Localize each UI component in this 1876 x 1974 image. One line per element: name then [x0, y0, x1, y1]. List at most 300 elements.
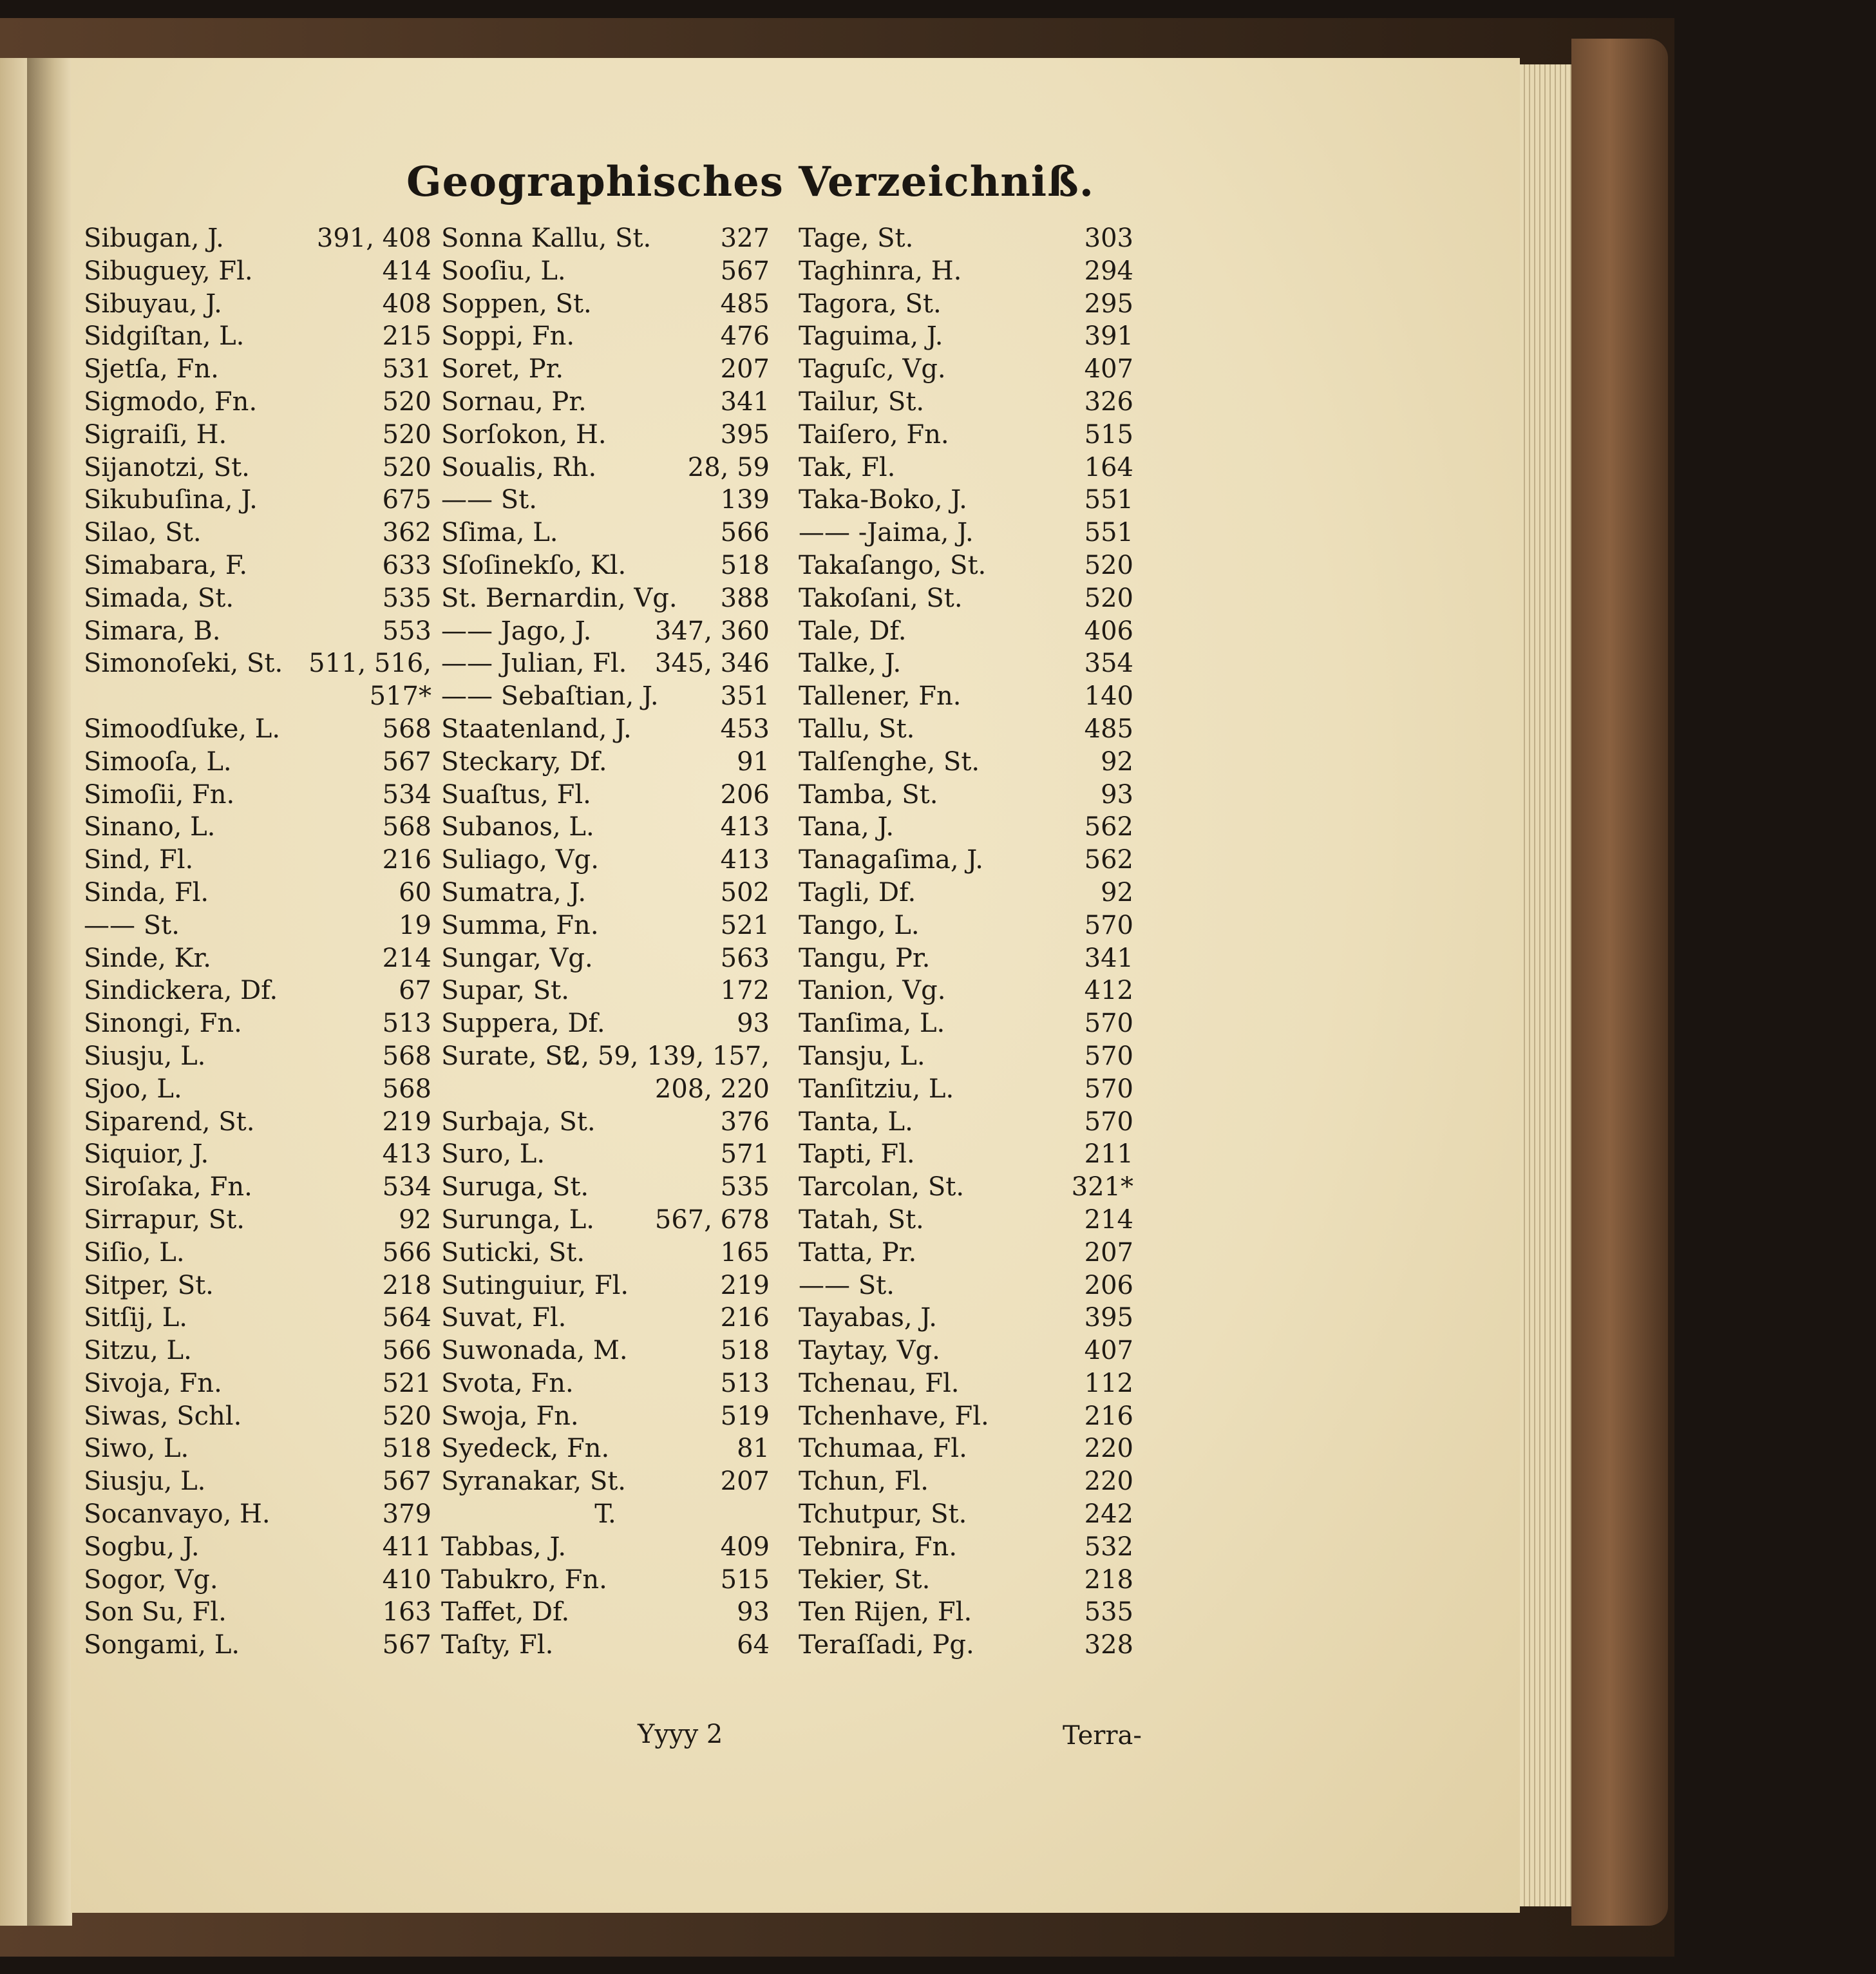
previous-page-edge [0, 58, 27, 1926]
entry-pages: 513 [382, 1009, 431, 1039]
entry-pages: 112 [1084, 1368, 1133, 1398]
entry-term: Sooſiu, L. [441, 256, 566, 286]
entry-pages: 515 [720, 1564, 770, 1595]
entry-pages: 567, 678 [654, 1204, 770, 1235]
entry-term: Sigraiſi, H. [84, 419, 227, 450]
entry-term: —— Jago, J. [441, 616, 592, 646]
index-entry [84, 288, 431, 321]
entry-term: Sinongi, Fn. [84, 1009, 242, 1039]
entry-term: Simara, B. [84, 616, 221, 646]
entry-pages: 406 [1084, 616, 1133, 646]
index-entry [84, 1596, 431, 1629]
entry-term: Soppen, St. [441, 289, 592, 319]
entry-term: Sindickera, Df. [84, 976, 278, 1006]
entry-pages: 341 [720, 386, 770, 417]
entry-pages: 521 [720, 910, 770, 940]
entry-pages: 519 [720, 1401, 770, 1431]
entry-pages: 60 [399, 877, 431, 907]
entry-pages: 206 [720, 779, 770, 810]
index-entry [84, 713, 431, 746]
entry-pages: 345, 346 [654, 649, 770, 679]
entry-pages: 327 [720, 223, 770, 253]
entry-term: Tamba, St. [799, 779, 938, 810]
index-entry [799, 255, 1133, 288]
entry-pages: 535 [382, 583, 431, 613]
entry-term: Staatenland, J. [441, 714, 632, 744]
entry-term: Tansju, L. [799, 1041, 925, 1071]
entry-pages: 566 [720, 518, 770, 548]
entry-pages: 407 [1084, 354, 1133, 384]
index-entry [441, 1334, 770, 1367]
signature-mark: Yyyy 2 [638, 1720, 723, 1749]
entry-pages: 216 [382, 845, 431, 875]
entry-term: Syranakar, St. [441, 1466, 627, 1497]
index-entry [84, 582, 431, 615]
index-entry [84, 222, 431, 255]
index-entry [799, 746, 1133, 779]
entry-term: Sinano, L. [84, 812, 216, 842]
entry-pages: 571 [720, 1139, 770, 1170]
entry-pages: 67 [399, 976, 431, 1006]
index-entry [84, 1040, 431, 1073]
index-entry [799, 1465, 1133, 1498]
entry-term: Sorſokon, H. [441, 419, 607, 450]
entry-pages: 295 [1084, 289, 1133, 319]
index-column-3 [799, 222, 1133, 1662]
index-entry [84, 974, 431, 1007]
index-entry [441, 517, 770, 549]
entry-term: Tekier, St. [799, 1564, 931, 1595]
entry-term: Surunga, L. [441, 1204, 594, 1235]
entry-pages: 294 [1084, 256, 1133, 286]
entry-term: Taguima, J. [799, 321, 943, 352]
index-entry [84, 1106, 431, 1139]
index-entry [799, 320, 1133, 353]
entry-term: Sumatra, J. [441, 877, 587, 907]
entry-pages: 388 [720, 583, 770, 613]
entry-term: Tale, Df. [799, 616, 907, 646]
index-entry [799, 942, 1133, 975]
index-entry [799, 419, 1133, 451]
index-entry [799, 1564, 1133, 1597]
entry-pages: 518 [720, 550, 770, 580]
index-entry [84, 909, 431, 942]
index-entry [799, 1629, 1133, 1662]
index-entry [799, 779, 1133, 811]
entry-term: Taffet, Df. [441, 1597, 570, 1628]
entry-term: Tanagaſima, J. [799, 845, 983, 875]
entry-pages: 321* [1071, 1172, 1133, 1202]
index-entry [441, 222, 770, 255]
entry-term: Siparend, St. [84, 1106, 255, 1137]
entry-term: Tabbas, J. [441, 1532, 567, 1562]
entry-term: Soppi, Fn. [441, 321, 575, 352]
entry-pages: 92 [1101, 877, 1133, 907]
entry-term: Sitper, St. [84, 1270, 214, 1300]
index-entry [441, 1531, 770, 1564]
entry-pages: 214 [382, 943, 431, 973]
index-entry [441, 255, 770, 288]
index-entry [799, 1007, 1133, 1040]
entry-pages: 410 [382, 1564, 431, 1595]
index-entry [441, 942, 770, 975]
entry-pages: 411 [382, 1532, 431, 1562]
index-entry [441, 1237, 770, 1269]
index-entry [799, 680, 1133, 713]
entry-pages: 520 [382, 1401, 431, 1431]
entry-term: Takaſango, St. [799, 550, 987, 580]
entry-pages: 413 [720, 812, 770, 842]
entry-pages: 219 [382, 1106, 431, 1137]
index-entry [799, 615, 1133, 648]
index-entry [441, 1400, 770, 1433]
entry-term: Suwonada, M. [441, 1336, 628, 1366]
entry-term: Siusju, L. [84, 1041, 206, 1071]
index-entry [441, 1629, 770, 1662]
entry-pages: 395 [1084, 1303, 1133, 1333]
entry-term: Tanta, L. [799, 1106, 913, 1137]
index-entry [799, 1269, 1133, 1302]
index-entry [84, 1138, 431, 1171]
entry-term: Surbaja, St. [441, 1106, 596, 1137]
index-entry [441, 353, 770, 386]
entry-term: Sinde, Kr. [84, 943, 211, 973]
entry-pages: 351 [720, 681, 770, 712]
entry-pages: 341 [1084, 943, 1133, 973]
entry-pages: 172 [720, 976, 770, 1006]
index-entry [799, 811, 1133, 844]
entry-term: Tchutpur, St. [799, 1499, 967, 1530]
index-entry [84, 549, 431, 582]
index-entry [84, 779, 431, 811]
entry-pages: 2, 59, 139, 157, [564, 1041, 770, 1071]
entry-pages: 520 [1084, 583, 1133, 613]
index-entry [84, 1007, 431, 1040]
index-entry [799, 1171, 1133, 1204]
entry-term: Suruga, St. [441, 1172, 589, 1202]
entry-pages: 219 [720, 1270, 770, 1300]
index-entry [799, 288, 1133, 321]
entry-term: Ten Rijen, Fl. [799, 1597, 972, 1628]
index-entry [799, 1432, 1133, 1465]
entry-term: Tabukro, Fn. [441, 1564, 607, 1595]
entry-term: Tchenau, Fl. [799, 1368, 960, 1398]
entry-pages: 675 [382, 485, 431, 515]
index-entry [441, 1138, 770, 1171]
entry-pages: 566 [382, 1336, 431, 1366]
index-entry [799, 713, 1133, 746]
index-entry [799, 1237, 1133, 1269]
entry-term: Silao, St. [84, 518, 202, 548]
entry-pages: 379 [382, 1499, 431, 1530]
entry-term: Simada, St. [84, 583, 234, 613]
entry-term: St. Bernardin, Vg. [441, 583, 677, 613]
entry-pages: 551 [1084, 518, 1133, 548]
entry-term: Tapti, Fl. [799, 1139, 915, 1170]
entry-term: Sornau, Pr. [441, 386, 587, 417]
entry-pages: 570 [1084, 910, 1133, 940]
entry-pages: 520 [382, 452, 431, 482]
index-entry [441, 1007, 770, 1040]
entry-pages: 92 [399, 1204, 431, 1235]
entry-term: Simonoſeki, St. [84, 649, 283, 679]
index-entry [799, 1596, 1133, 1629]
entry-pages: 93 [1101, 779, 1133, 810]
entry-pages: 570 [1084, 1074, 1133, 1104]
entry-term: Syedeck, Fn. [441, 1434, 610, 1464]
entry-term: Swoja, Fn. [441, 1401, 579, 1431]
entry-term: Sjoo, L. [84, 1074, 182, 1104]
entry-term: Sutinguiur, Fl. [441, 1270, 629, 1300]
index-entry [799, 549, 1133, 582]
index-entry [84, 419, 431, 451]
index-entry [441, 1204, 770, 1237]
entry-term: Sibuyau, J. [84, 289, 222, 319]
index-entry [441, 288, 770, 321]
index-entry [799, 517, 1133, 549]
entry-term: —— Sebaſtian, J. [441, 681, 659, 712]
index-entry [799, 647, 1133, 680]
entry-term: Siroſaka, Fn. [84, 1172, 252, 1202]
index-entry [441, 811, 770, 844]
entry-term: Tanſima, L. [799, 1009, 945, 1039]
entry-term: Tchun, Fl. [799, 1466, 929, 1497]
entry-term: Takoſani, St. [799, 583, 963, 613]
entry-pages: 163 [382, 1597, 431, 1628]
entry-term: Soualis, Rh. [441, 452, 597, 482]
index-entry [441, 746, 770, 779]
index-entry [84, 680, 431, 713]
index-entry [799, 1073, 1133, 1106]
index-entry [441, 419, 770, 451]
entry-pages: 216 [720, 1303, 770, 1333]
entry-term: Tailur, St. [799, 386, 925, 417]
index-entry [84, 1432, 431, 1465]
entry-term: Teraſſadi, Pg. [799, 1630, 974, 1660]
index-entry [441, 1432, 770, 1465]
entry-term: Tayabas, J. [799, 1303, 937, 1333]
entry-pages: 216 [1084, 1401, 1133, 1431]
entry-term: Sungar, Vg. [441, 943, 593, 973]
entry-term: Tana, J. [799, 812, 895, 842]
entry-pages: 220 [1084, 1434, 1133, 1464]
entry-term: Talſenghe, St. [799, 746, 980, 777]
entry-term: Siusju, L. [84, 1466, 206, 1497]
section-heading [441, 1498, 770, 1531]
index-entry [441, 386, 770, 419]
entry-pages: 81 [737, 1434, 770, 1464]
entry-pages: 28, 59 [687, 452, 770, 482]
entry-pages: 567 [382, 1466, 431, 1497]
entry-pages: 633 [382, 550, 431, 580]
entry-term: Suticki, St. [441, 1237, 585, 1267]
index-entry [799, 582, 1133, 615]
entry-term: Tchumaa, Fl. [799, 1434, 967, 1464]
entry-term: Tallu, St. [799, 714, 915, 744]
entry-pages: 551 [1084, 485, 1133, 515]
entry-pages: 407 [1084, 1336, 1133, 1366]
index-entry [84, 1367, 431, 1400]
entry-pages: 518 [720, 1336, 770, 1366]
entry-pages: 568 [382, 1041, 431, 1071]
entry-pages: 518 [382, 1434, 431, 1464]
entry-pages: 64 [737, 1630, 770, 1660]
entry-term: Suppera, Df. [441, 1009, 605, 1039]
entry-term: Soret, Pr. [441, 354, 564, 384]
index-entry [799, 1531, 1133, 1564]
index-entry [441, 1596, 770, 1629]
entry-pages: 413 [720, 845, 770, 875]
entry-term: Sind, Fl. [84, 845, 194, 875]
entry-pages: 534 [382, 1172, 431, 1202]
index-entry [441, 582, 770, 615]
entry-term: Tallener, Fn. [799, 681, 962, 712]
entry-term: Sſoſinekſo, Kl. [441, 550, 627, 580]
entry-term: Sitzu, L. [84, 1336, 192, 1366]
entry-term: Sidgiſtan, L. [84, 321, 245, 352]
index-entry [799, 1040, 1133, 1073]
index-entry [84, 1073, 431, 1106]
entry-pages: 211 [1084, 1139, 1133, 1170]
index-entry [441, 713, 770, 746]
entry-pages: 535 [1084, 1597, 1133, 1628]
entry-term: Simooſa, L. [84, 746, 232, 777]
index-entry [84, 1302, 431, 1334]
book-page [71, 58, 1520, 1913]
index-entry [441, 1302, 770, 1334]
entry-pages: 207 [720, 354, 770, 384]
index-entry [441, 1269, 770, 1302]
entry-term: Siquior, J. [84, 1139, 209, 1170]
entry-term: Taghinra, H. [799, 256, 962, 286]
index-entry [84, 1629, 431, 1662]
catchword: Terra- [1063, 1721, 1142, 1751]
entry-pages: 91 [737, 746, 770, 777]
index-entry [799, 844, 1133, 877]
entry-term: Sigmodo, Fn. [84, 386, 258, 417]
entry-term: Siwas, Schl. [84, 1401, 242, 1431]
index-entry [799, 1138, 1133, 1171]
entry-term: Tango, L. [799, 910, 920, 940]
index-entry [84, 484, 431, 517]
index-entry [799, 484, 1133, 517]
entry-pages: 165 [720, 1237, 770, 1267]
index-entry [799, 1334, 1133, 1367]
entry-pages: 391 [1084, 321, 1133, 352]
entry-pages: 453 [720, 714, 770, 744]
entry-term: —— St. [84, 910, 180, 940]
index-entry [84, 451, 431, 484]
entry-term: —— St. [441, 485, 537, 515]
entry-term: Taſty, Fl. [441, 1630, 554, 1660]
index-entry [799, 1204, 1133, 1237]
page-gutter [27, 58, 72, 1926]
entry-term: Sirrapur, St. [84, 1204, 245, 1235]
entry-pages: 139 [720, 485, 770, 515]
entry-pages: 376 [720, 1106, 770, 1137]
entry-term: Siſio, L. [84, 1237, 185, 1267]
index-entry [799, 1302, 1133, 1334]
entry-pages: 93 [737, 1009, 770, 1039]
entry-pages: 568 [382, 1074, 431, 1104]
entry-term: Sinda, Fl. [84, 877, 209, 907]
entry-pages: 534 [382, 779, 431, 810]
entry-term: Sſima, L. [441, 518, 558, 548]
entry-term: Subanos, L. [441, 812, 594, 842]
entry-pages: 242 [1084, 1499, 1133, 1530]
entry-term: Son Su, Fl. [84, 1597, 227, 1628]
index-entry [441, 1465, 770, 1498]
entry-term: Summa, Fn. [441, 910, 599, 940]
entry-term: —— Julian, Fl. [441, 649, 627, 679]
index-entry [799, 353, 1133, 386]
section-letter: T. [594, 1499, 616, 1530]
index-entry [441, 909, 770, 942]
index-entry [441, 974, 770, 1007]
entry-pages: 347, 360 [654, 616, 770, 646]
index-entry [84, 1171, 431, 1204]
index-entry [84, 877, 431, 909]
index-entry [799, 386, 1133, 419]
index-entry [84, 811, 431, 844]
entry-pages: 485 [720, 289, 770, 319]
index-entry [799, 909, 1133, 942]
entry-term: Sivoja, Fn. [84, 1368, 222, 1398]
entry-term: Taiſero, Fn. [799, 419, 949, 450]
entry-term: Suro, L. [441, 1139, 545, 1170]
entry-term: Talke, J. [799, 649, 902, 679]
index-entry [84, 746, 431, 779]
index-entry [441, 680, 770, 713]
index-entry [441, 1564, 770, 1597]
index-entry [84, 1334, 431, 1367]
entry-pages: 511, 516, [308, 649, 431, 679]
entry-term: Sibuguey, Fl. [84, 256, 253, 286]
entry-term: Sogor, Vg. [84, 1564, 218, 1595]
entry-term: Tanion, Vg. [799, 976, 946, 1006]
entry-term: Simoodſuke, L. [84, 714, 281, 744]
index-entry [441, 615, 770, 648]
entry-pages: 413 [382, 1139, 431, 1170]
entry-term: Sibugan, J. [84, 223, 224, 253]
entry-pages: 568 [382, 714, 431, 744]
index-column-2 [441, 222, 770, 1662]
index-entry [84, 353, 431, 386]
entry-pages: 362 [382, 518, 431, 548]
index-entry [84, 386, 431, 419]
index-entry [799, 974, 1133, 1007]
entry-pages: 303 [1084, 223, 1133, 253]
entry-pages: 395 [720, 419, 770, 450]
index-entry [441, 1073, 770, 1106]
index-entry [441, 647, 770, 680]
entry-term: Tatah, St. [799, 1204, 924, 1235]
entry-term: Suvat, Fl. [441, 1303, 567, 1333]
entry-pages: 562 [1084, 845, 1133, 875]
entry-pages: 414 [382, 256, 431, 286]
index-entry [799, 451, 1133, 484]
index-entry [84, 1204, 431, 1237]
entry-pages: 93 [737, 1597, 770, 1628]
index-entry [84, 615, 431, 648]
index-entry [84, 1531, 431, 1564]
index-entry [799, 1106, 1133, 1139]
entry-pages: 502 [720, 877, 770, 907]
entry-pages: 214 [1084, 1204, 1133, 1235]
entry-term: Tage, St. [799, 223, 914, 253]
index-entry [799, 1367, 1133, 1400]
entry-term: Songami, L. [84, 1630, 240, 1660]
